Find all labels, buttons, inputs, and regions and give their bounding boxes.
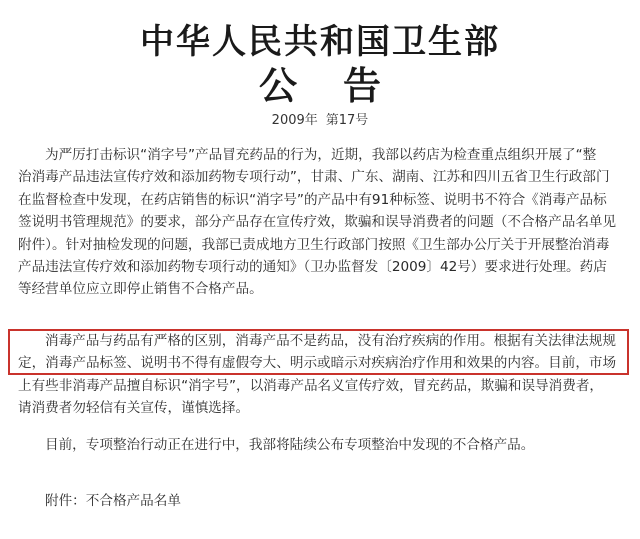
paragraph-1-line: 为严厉打击标识“消字号”产品冒充药品的行为，近期，我部以药店为检查重点组织开展了“整	[45, 147, 597, 163]
paragraph-2-line: 上有些非消毒产品擅自标识“消字号”，以消毒产品名义宣传疗效，冒充药品，欺骗和误导消费者，	[18, 377, 604, 394]
paragraph-1	[18, 144, 624, 301]
document-number	[0, 112, 640, 130]
paragraph-2-line: 定，消毒产品标签、说明书不得有虚假夸大、明示或暗示对疾病治疗作用和效果的内容。目前，市场	[18, 355, 617, 372]
paragraph-3	[18, 434, 624, 456]
paragraph-2-line: 请消费者勿轻信有关宣传，谨慎选择。	[18, 400, 250, 417]
paragraph-1-line: 签说明书管理规范》的要求，部分产品存在宣传疗效，欺骗和误导消费者的问题（不合格产品名单见	[18, 214, 617, 231]
paragraph-1-line: 治消毒产品违法宣传疗效和添加药物专项行动”，甘肃、广东、湖南、江苏和四川五省卫生行政部门	[18, 169, 610, 186]
paragraph-3-line: 目前，专项整治行动正在进行中，我部将陆续公布专项整治中发现的不合格产品。	[45, 437, 535, 453]
paragraph-1-line: 附件）。针对抽检发现的问题，我部已责成地方卫生行政部门按照《卫生部办公厅关于开展整治消毒	[18, 236, 610, 253]
issuer-heading: 中华人民共和国卫生部	[140, 22, 500, 62]
paragraph-2-line: 消毒产品与药品有严格的区别，消毒产品不是药品，没有治疗疾病的作用。根据有关法律法规规	[45, 333, 616, 349]
attachment-note: 附件：不合格产品名单	[45, 493, 181, 509]
document-serial: 第17号	[325, 113, 369, 128]
paragraph-2	[18, 330, 624, 420]
document-year: 2009年	[271, 113, 318, 128]
paragraph-1-line: 等经营单位应立即停止销售不合格产品。	[18, 281, 263, 298]
notice-title: 公告	[258, 64, 427, 108]
paragraph-1-line: 产品违法宣传疗效和添加药物专项行动的通知》（卫办监督发〔2009〕42号）要求进行处理。药店	[18, 259, 607, 276]
paragraph-1-line: 在监督检查中发现，在药店销售的标识“消字号”的产品中有91种标签、说明书不符合《消毒产品标	[18, 191, 607, 208]
